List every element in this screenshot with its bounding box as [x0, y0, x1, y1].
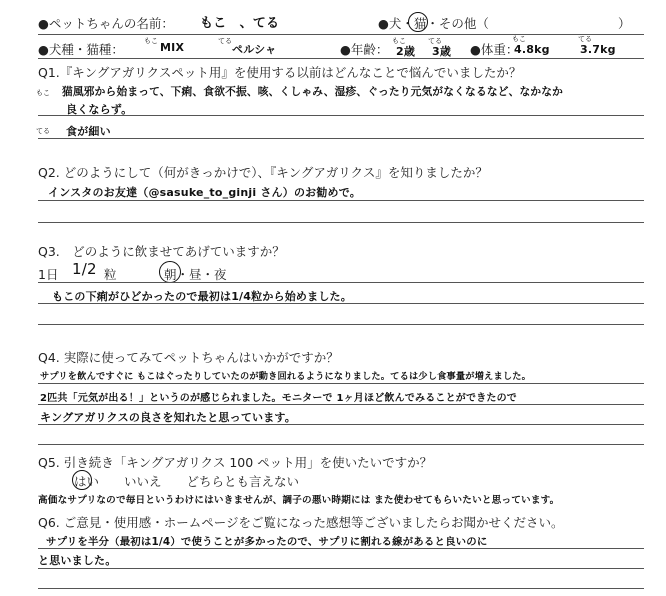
- age-teru: 3歳: [432, 45, 452, 58]
- breed-mix: MIX: [160, 41, 185, 54]
- weight-label: ●体重：: [470, 42, 519, 57]
- q1-teru-tag: てる: [36, 127, 50, 135]
- q4-rule-1: [38, 383, 644, 384]
- weight-teru: 3.7kg: [580, 43, 616, 56]
- q4-answer-line-2: 2匹共「元気が出る！」というのが感じられました。モニターで 1ヶ月ほど飲んでみることができたので: [40, 393, 517, 404]
- q2-question: Q2. どのようにして（何がきっかけで）、『キングアガリクス』を知りましたか？: [38, 165, 488, 180]
- header-rule-2: [38, 58, 644, 59]
- q3-dose-amount: 1/2: [72, 260, 97, 278]
- breed-mix-tag: もこ: [144, 37, 158, 45]
- q2-rule-1: [38, 200, 644, 201]
- species-label: ●犬・猫・その他（: [378, 16, 489, 31]
- q2-rule-2: [38, 222, 644, 223]
- q3-dose-unit: 粒: [104, 267, 117, 282]
- q5-answer: 高価なサプリなので毎日というわけにはいきませんが、調子の悪い時期には また使わせてもらいたいと思っています。: [38, 495, 560, 506]
- breed-label: ●犬種・猫種：: [38, 42, 124, 57]
- q3-dose-prefix: 1日: [38, 267, 59, 282]
- q3-answer: もこの下痢がひどかったので最初は1/4粒から始めました。: [52, 290, 352, 303]
- q4-rule-3: [38, 424, 644, 425]
- q1-moko-tag: もこ: [36, 89, 50, 97]
- q4-question: Q4. 実際に使ってみてペットちゃんはいかがですか？: [38, 350, 339, 365]
- weight-teru-tag: てる: [578, 35, 592, 43]
- q6-answer-line-1: サプリを半分（最初は1/4）で使うことが多かったので、サプリに割れる線があると良いのに: [46, 536, 488, 548]
- q1-rule-1: [38, 115, 644, 116]
- weight-moko-tag: もこ: [512, 35, 526, 43]
- q6-rule-2: [38, 568, 644, 569]
- age-teru-tag: てる: [428, 37, 442, 45]
- pet-name-label: ●ペットちゃんの名前：: [38, 16, 174, 31]
- q3-rule-3: [38, 324, 644, 325]
- q4-answer-line-1: サプリを飲んですぐに もこはぐったりしていたのが動き回れるようになりました。てるは少し食事量が増えました。: [40, 371, 531, 382]
- q6-rule-1: [38, 548, 644, 549]
- q3-rule-1: [38, 282, 644, 283]
- q3-morning-circle-mark: [159, 261, 181, 283]
- q2-answer: インスタのお友達（@sasuke_to_ginji さん）のお勧めで。: [48, 186, 361, 199]
- breed-persian: ペルシャ: [232, 43, 277, 56]
- age-moko-tag: もこ: [392, 37, 406, 45]
- q1-answer-line-2: 良くならず。: [66, 103, 133, 116]
- q6-question: Q6. ご意見・使用感・ホームページをご覧になった感想等ございましたらお聞かせください。: [38, 515, 564, 530]
- q4-answer-line-3: キングアガリクスの良さを知れたと思っています。: [40, 411, 296, 424]
- breed-persian-tag: てる: [218, 37, 232, 45]
- q3-rule-2: [38, 303, 644, 304]
- q5-question: Q5. 引き続き「キングアガリクス 100 ペット用」を使いたいですか？: [38, 455, 433, 470]
- species-close: ）: [618, 16, 631, 31]
- q4-rule-2: [38, 404, 644, 405]
- q1-answer-line-3: 食が細い: [66, 125, 111, 138]
- weight-moko: 4.8kg: [514, 43, 550, 56]
- age-label: ●年齢：: [340, 42, 389, 57]
- pet-names: もこ 、てる: [200, 16, 280, 31]
- q1-rule-2: [38, 138, 644, 139]
- species-circle-mark: [408, 12, 428, 32]
- q6-answer-line-2: と思いました。: [38, 554, 117, 567]
- q5-yes-circle-mark: [72, 470, 92, 490]
- q1-question: Q1.『キングアガリクスペット用』を使用する以前はどんなことで悩んでいましたか？: [38, 65, 522, 80]
- q4-rule-4: [38, 444, 644, 445]
- q5-options: はい いいえ どちらとも言えない: [74, 474, 300, 489]
- q3-question: Q3. どのように飲ませてあげていますか？: [38, 244, 285, 259]
- header-rule-1: [38, 34, 644, 35]
- q1-answer-line-1: 猫風邪から始まって、下痢、食欲不振、咳、くしゃみ、湿疹、ぐったり元気がなくなるなど、なかなか: [62, 85, 564, 98]
- q3-times: 朝・昼・夜: [164, 267, 227, 282]
- q6-rule-3: [38, 588, 644, 589]
- age-moko: 2歳: [396, 45, 416, 58]
